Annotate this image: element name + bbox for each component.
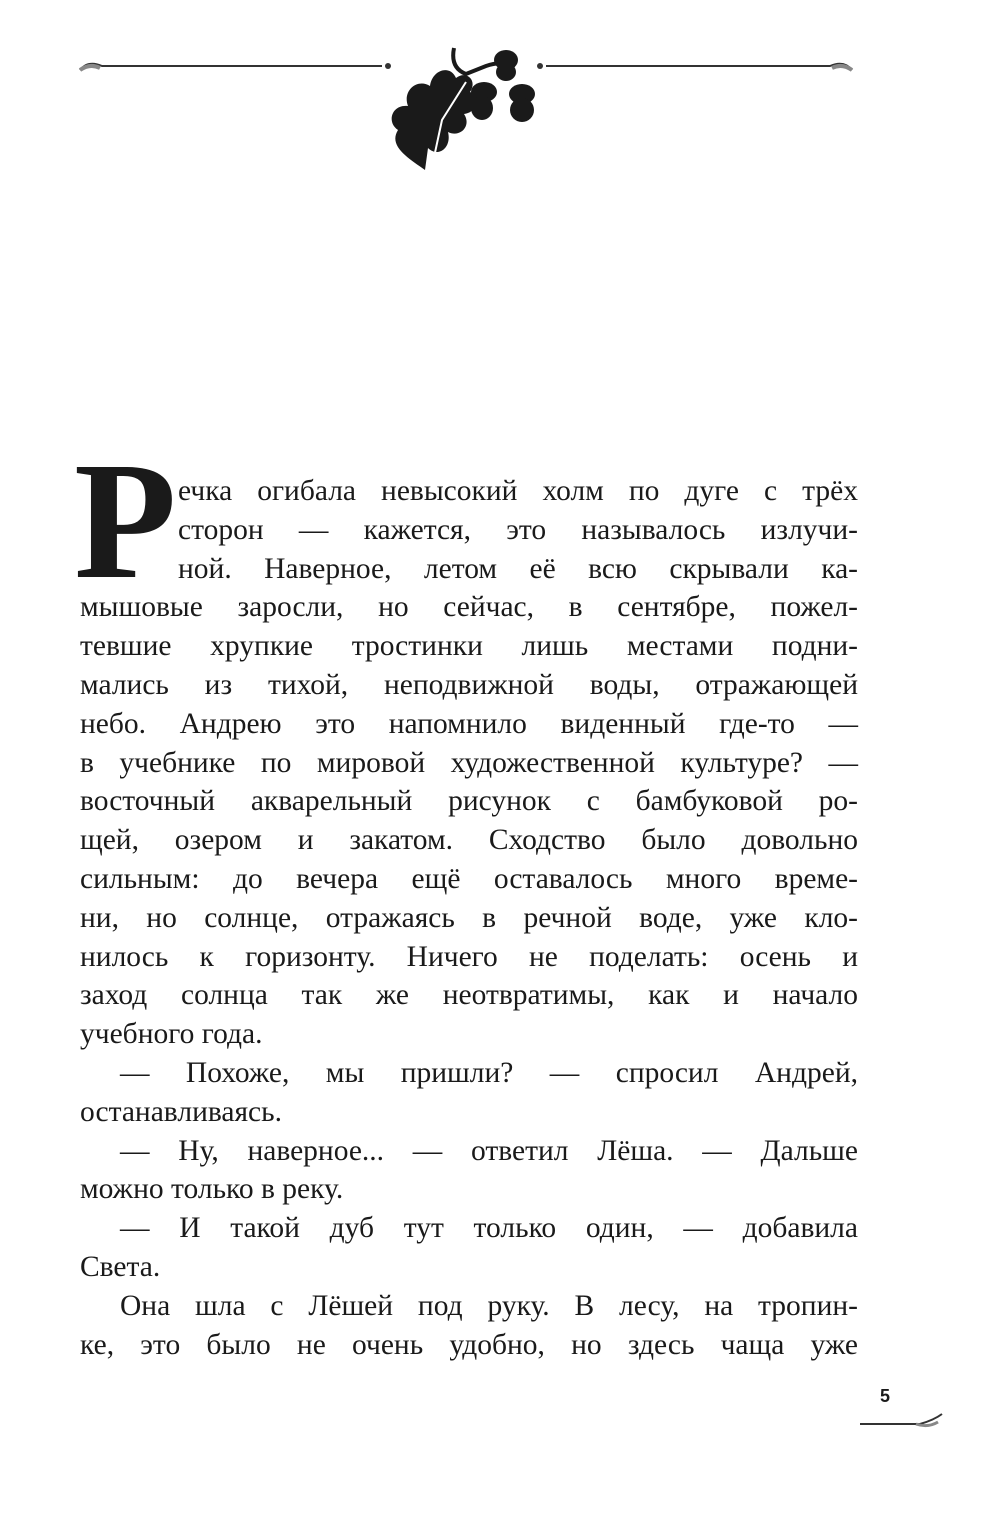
oak-leaf-acorn-icon bbox=[392, 48, 535, 176]
text-line: мались из тихой, неподвижной воды, отражающей bbox=[80, 668, 858, 701]
drop-cap: Р bbox=[74, 428, 177, 614]
text-line: ечка огибала невысокий холм по дуге с трёх bbox=[178, 475, 858, 507]
text-line: небо. Андрею это напомнило виденный где-то — bbox=[80, 707, 858, 740]
text-line: мышовые заросли, но сейчас, в сентябре, пожел- bbox=[80, 591, 858, 624]
text-line: сторон — кажется, это называлось излучи- bbox=[178, 513, 858, 546]
text-line: учебного года. bbox=[80, 1018, 263, 1051]
text-line: — И такой дуб тут только один, — добавила bbox=[120, 1212, 858, 1245]
body-text bbox=[80, 472, 858, 1364]
text-line: ни, но солнце, отражаясь в речной воде, уже кло- bbox=[80, 901, 858, 934]
text-line: Она шла с Лёшей под руку. В лесу, на тропин- bbox=[120, 1289, 858, 1322]
footer-ornament bbox=[858, 1412, 948, 1432]
paragraph bbox=[80, 1054, 858, 1132]
page-number: 5 bbox=[880, 1386, 891, 1406]
text-line: останавливаясь. bbox=[80, 1095, 282, 1128]
paragraph bbox=[80, 1287, 858, 1365]
text-line: можно только в реку. bbox=[80, 1173, 344, 1206]
header-ornament bbox=[70, 30, 870, 190]
text-line: восточный акварельный рисунок с бамбуковой ро- bbox=[80, 785, 858, 818]
text-line: щей, озером и закатом. Сходство было довольно bbox=[80, 824, 858, 857]
text-line: ке, это было не очень удобно, но здесь чаща уже bbox=[80, 1328, 858, 1361]
paragraph bbox=[80, 472, 858, 1054]
text-line: заход солнца так же неотвратимы, как и начало bbox=[80, 979, 858, 1012]
paragraph bbox=[80, 1209, 858, 1287]
text-line: — Ну, наверное... — ответил Лёша. — Дальше bbox=[120, 1134, 858, 1167]
right-rule bbox=[537, 63, 852, 70]
text-line: — Похоже, мы пришли? — спросил Андрей, bbox=[120, 1056, 858, 1089]
text-line: тевшие хрупкие тростинки лишь местами подни- bbox=[80, 630, 858, 663]
text-line: в учебнике по мировой художественной культуре? — bbox=[80, 746, 858, 779]
text-line: Света. bbox=[80, 1250, 161, 1283]
text-line: нилось к горизонту. Ничего не поделать: осень и bbox=[80, 940, 858, 973]
paragraph bbox=[80, 1132, 858, 1210]
text-line: сильным: до вечера ещё оставалось много време- bbox=[80, 862, 858, 895]
text-line: ной. Наверное, летом её всю скрывали ка- bbox=[178, 552, 858, 585]
left-rule bbox=[80, 63, 391, 70]
